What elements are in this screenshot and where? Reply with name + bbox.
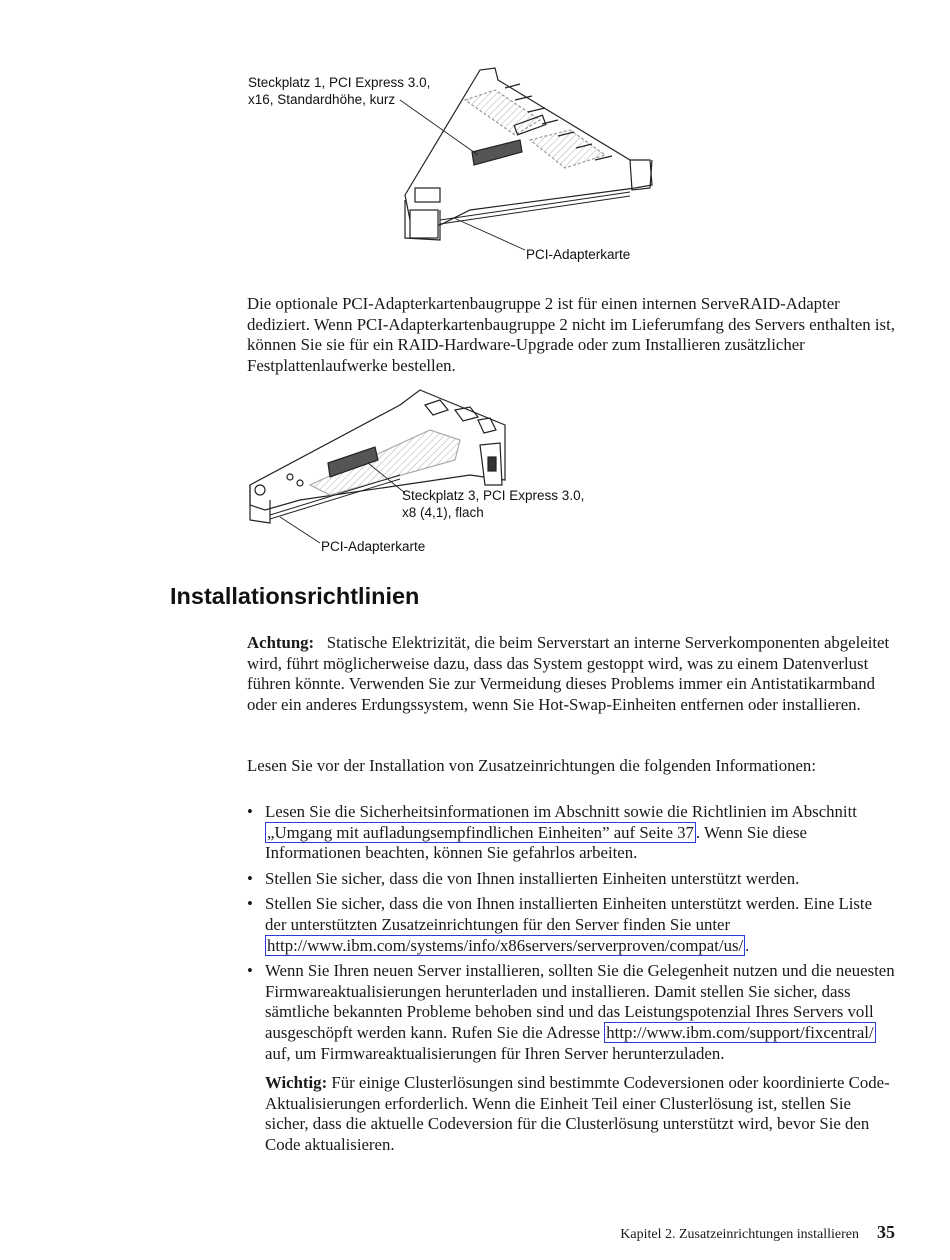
attention-notice	[247, 633, 897, 715]
bullet-4-text-end: auf, um Firmwareaktualisierungen für Ihren Server herunterzuladen.	[265, 1043, 725, 1063]
bullet-1-text: Lesen Sie die Sicherheitsinformationen im Abschnitt sowie die Richtlinien im Abschnitt	[265, 802, 857, 821]
chapter-title: Kapitel 2. Zusatzeinrichtungen installieren	[620, 1227, 859, 1242]
attention-label: Achtung:	[247, 633, 315, 652]
page-number: 35	[877, 1222, 895, 1242]
list-item	[247, 869, 897, 890]
important-note	[265, 1073, 897, 1155]
figure-2-slot-label-line-2: x8 (4,1), flach	[402, 505, 484, 520]
intro-paragraph	[247, 294, 897, 376]
guidelines-list	[247, 802, 897, 1161]
figure-riser-2	[240, 385, 540, 545]
fixcentral-link[interactable]: http://www.ibm.com/support/fixcentral/	[606, 1022, 874, 1042]
figure-2-slot-label	[402, 487, 584, 521]
attention-text: Statische Elektrizität, die beim Serverstart an interne Serverkomponenten abgeleitet wird, führt möglicherweise dazu, dass das System gestoppt wird, was zu einem Datenverlust führen könnte. Verwenden Sie zur Vermeidung dieses Problems immer ein Antistatikarmband oder ein anderes Erdungssystem, wenn Sie Hot-Swap-Einheiten entfernen oder installieren.	[247, 633, 890, 714]
figure-1-card-label: PCI-Adapterkarte	[526, 247, 631, 262]
list-item	[247, 802, 897, 864]
section-heading: Installationsrichtlinien	[170, 583, 420, 609]
figure-1-slot-label-line-2: x16, Standardhöhe, kurz	[248, 92, 396, 107]
list-item	[247, 961, 897, 1155]
bullet-4-text: Wenn Sie Ihren neuen Server installieren, sollten Sie die Gelegenheit nutzen und die neuesten Firmwareaktualisierungen herunterladen und installieren. Damit stellen Sie sicher, dass sämtliche bekannten Probleme behoben sind und das Leistungspotenzial Ihres Servers voll ausgeschöpft werden kann. Rufen Sie die Adresse	[265, 961, 895, 1042]
lead-in-text: Lesen Sie vor der Installation von Zusatzeinrichtungen die folgenden Informationen:	[247, 756, 816, 775]
bullet-2-text: Stellen Sie sicher, dass die von Ihnen installierten Einheiten unterstützt werden.	[265, 868, 800, 888]
figure-2-slot-label-line-1: Steckplatz 3, PCI Express 3.0,	[402, 488, 585, 503]
bullet-3-text-end: .	[745, 935, 750, 955]
important-text: Für einige Clusterlösungen sind bestimmte Codeversionen oder koordinierte Code-Aktualisierungen erforderlich. Wenn die Einheit Teil einer Clusterlösung ist, stellen Sie sicher, dass die aktuelle Codeversion für die Clusterlösung unterstützt wird, bevor Sie den Code aktualisieren.	[265, 1073, 890, 1154]
bullet-1-text-end: . Wenn Sie diese Informationen beachten, können Sie gefahrlos arbeiten.	[265, 822, 808, 863]
serverproven-link[interactable]: http://www.ibm.com/systems/info/x86servers/serverproven/compat/us/	[267, 935, 744, 955]
riser-card-2-illustration	[240, 385, 540, 545]
important-label: Wichtig:	[265, 1073, 328, 1093]
lead-in-paragraph	[247, 756, 897, 777]
figure-1-slot-label	[248, 74, 430, 108]
page-footer	[620, 1222, 895, 1243]
bullet-3-text: Stellen Sie sicher, dass die von Ihnen installierten Einheiten unterstützt werden. Eine Liste der unterstützten Zusatzeinrichtungen für den Server finden Sie unter	[265, 894, 873, 934]
figure-2-card-label: PCI-Adapterkarte	[321, 539, 426, 554]
intro-paragraph-text: Die optionale PCI-Adapterkartenbaugruppe 2 ist für einen internen ServeRAID-Adapter dediziert. Wenn PCI-Adapterkartenbaugruppe 2 nicht im Lieferumfang des Servers enthalten ist, können Sie sie für ein RAID-Hardware-Upgrade oder zum Installieren zusätzlicher Festplattenlaufwerke bestellen.	[247, 294, 895, 375]
figure-1-slot-label-line-1: Steckplatz 1, PCI Express 3.0,	[248, 75, 431, 90]
esd-handling-link[interactable]: „Umgang mit aufladungsempfindlichen Einheiten” auf Seite 37	[267, 822, 694, 842]
list-item	[247, 894, 897, 956]
